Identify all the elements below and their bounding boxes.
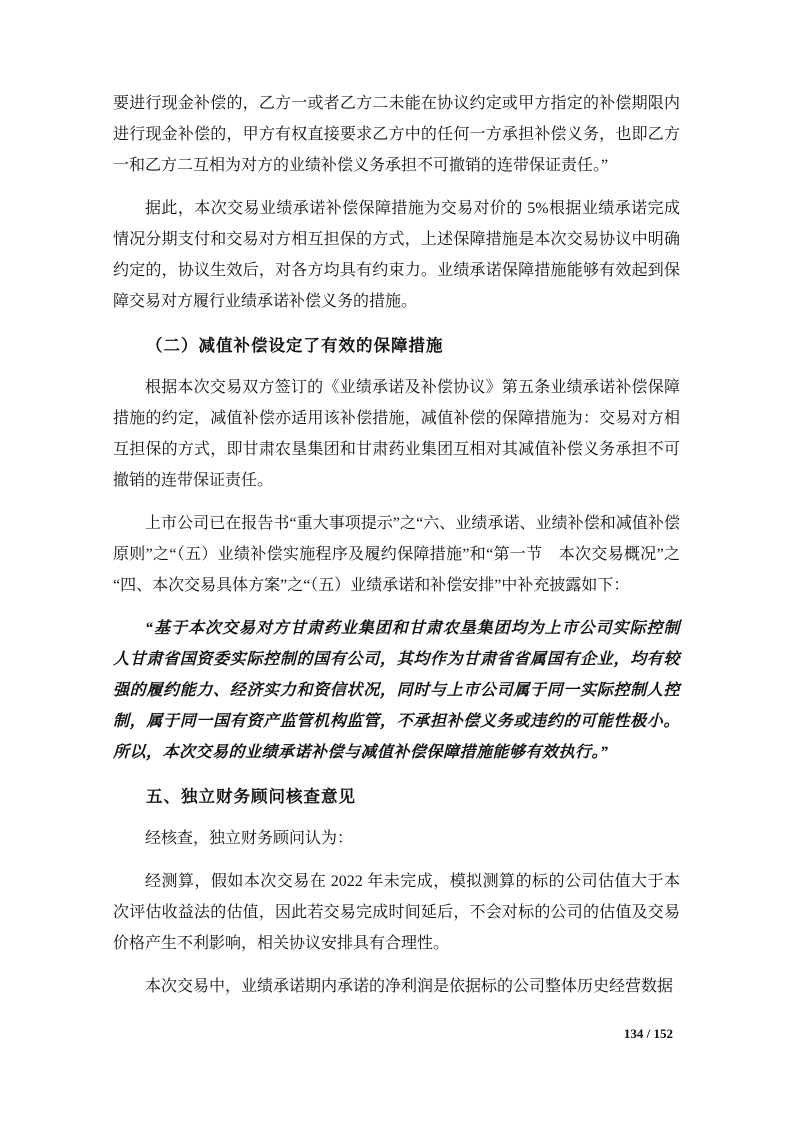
paragraph-impairment-guarantee-detail: 根据本次交易双方签订的《业绩承诺及补偿协议》第五条业绩承诺补偿保障措施的约定，减值补偿亦适用该补偿措施，减值补偿的保障措施为：交易对方相互担保的方式，即甘肃农垦集团和甘肃药业集团互相对其减值补偿义务承担不可撤销的连带保证责任。: [113, 379, 680, 489]
page-number: 134 / 152: [623, 1026, 673, 1041]
paragraph-performance-guarantee-summary: 据此，本次交易业绩承诺补偿保障措施为交易对价的 5%根据业绩承诺完成情况分期支付和交易对方相互担保的方式，上述保障措施是本次交易协议中明确约定的，协议生效后，对各方均具有约束力。业绩承诺保障措施能够有效起到保障交易对方履行业绩承诺补偿义务的措施。: [113, 200, 680, 310]
paragraph-quoted-disclosure: “基于本次交易对方甘肃药业集团和甘肃农垦集团均为上市公司实际控制人甘肃省国资委实际控制的国有公司，其均作为甘肃省省属国有企业，均有较强的履约能力、经济实力和资信状况，同时与上市公司属于同一实际控制人控制，属于同一国有资产监管机构监管，不承担补偿义务或违约的可能性极小。所以，本次交易的业绩承诺补偿与减值补偿保障措施能够有效执行。”: [113, 620, 680, 761]
document-content: [113, 88, 680, 1014]
paragraph-valuation-analysis: 经测算，假如本次交易在 2022 年未完成，模拟测算的标的公司估值大于本次评估收益法的估值，因此若交易完成时间延后，不会对标的公司的估值及交易价格产生不利影响，相关协议安排具有合理性。: [113, 873, 680, 952]
paragraph-cash-compensation-continued: 要进行现金补偿的，乙方一或者乙方二未能在协议约定或甲方指定的补偿期限内进行现金补偿的，甲方有权直接要求乙方中的任何一方承担补偿义务，也即乙方一和乙方二互相为对方的业绩补偿义务承担不可撤销的连带保证责任。”: [113, 95, 680, 174]
section-heading-financial-advisor-opinion: 五、独立财务顾问核查意见: [146, 788, 356, 806]
paragraph-disclosure-reference: 上市公司已在报告书“重大事项提示”之“六、业绩承诺、业绩补偿和减值补偿原则”之“（五）业绩补偿实施程序及履约保障措施”和“第一节 本次交易概况”之“四、本次交易具体方案”之“（五）业绩承诺和补偿安排”中补充披露如下：: [113, 515, 680, 594]
paragraph-advisor-opinion-intro: 经核查，独立财务顾问认为：: [145, 830, 354, 847]
paragraph-net-profit-basis: 本次交易中，业绩承诺期内承诺的净利润是依据标的公司整体历史经营数据: [145, 978, 674, 995]
section-heading-impairment-compensation: （二）减值补偿设定了有效的保障措施: [146, 337, 444, 355]
